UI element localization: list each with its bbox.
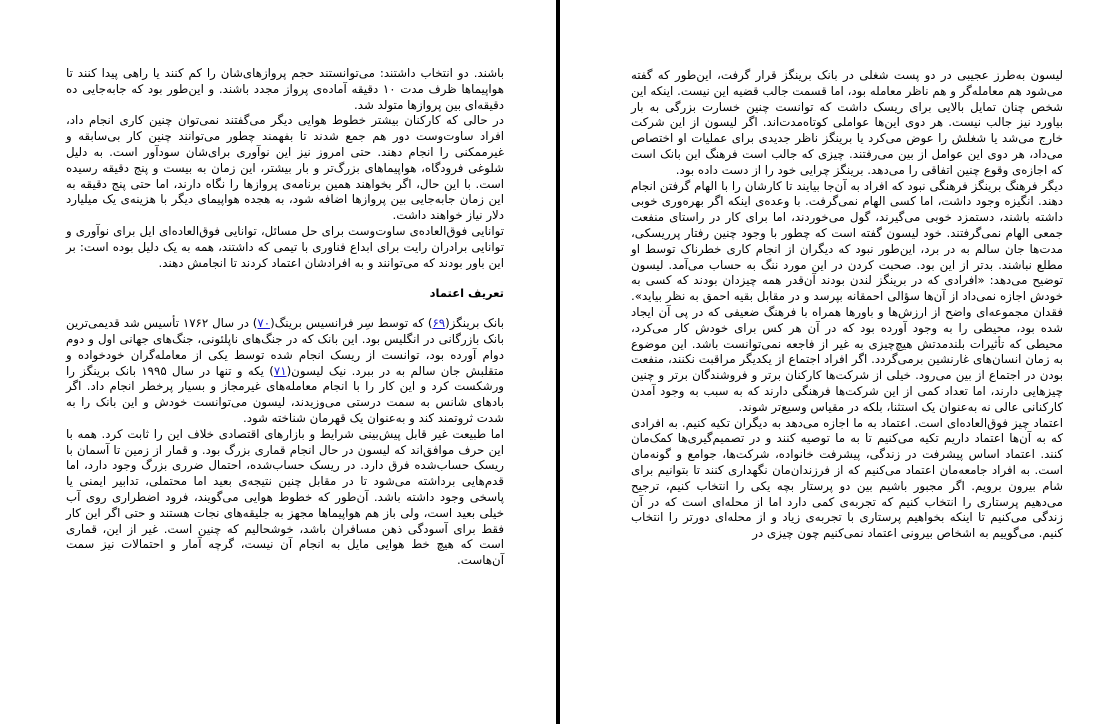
paragraph: در حالی که کارکنان بیشتر خطوط هوایی دیگر می‌گفتند نمی‌توان چنین کاری انجام داد، افراد ساوت‌وست دور هم جمع شدند تا بفهمند چطور می‌توانند چنین کار بی‌سابقه و غیرممکنی را انجام دهند. حتی امروز نیز این نوآوری برای‌شان سودآور است. به دلیل شلوغی فرودگاه، هواپیماهای بزرگ‌تر و بار بیشتر، این زمان به بیست و پنج دقیقه رسیده است. با این حال، اگر بخواهند همین برنامه‌ی پروازها را نگاه دارند، اما حتی پنج دقیقه به این زمان جابه‌جایی بین پروازها اضافه شود، به هجده هواپیمای دیگر با هزینه‌ی یک میلیارد دلار نیاز خواهند داشت. xyxy=(66,113,504,223)
paragraph: توانایی فوق‌العاده‌ی ساوت‌وست برای حل مسائل، توانایی فوق‌العاده‌ای ایل برای نوآوری و توانایی برادران رایت برای ابداع فناوری با تیمی که داشتند، همه به یک دلیل بوده است: بر این باور بودند که می‌توانند و به افرادشان اعتماد کردند تا انجامش دهند. xyxy=(66,223,504,270)
text-run: ) در سال ۱۷۶۲ تأسیس شد قدیمی‌ترین بانک بازرگانی در انگلیس بود. این بانک که در جنگ‌های ناپلئونی، جنگ‌های جهانی اول و دوم دوام آورده بود، توانست از ریسک انجام شده توسط یکی از معامله‌گران خودخواده و متقلبش جان سالم به در ببرد. نیک لیسون( xyxy=(66,316,504,378)
paragraph: باشند. دو انتخاب داشتند: می‌توانستند حجم پروازهای‌شان را کم کنند یا راهی پیدا کنند تا هواپیماها ظرف مدت ۱۰ دقیقه آماده‌ی پرواز مجدد باشند. و این‌طور بود که جابه‌جایی ده دقیقه‌ای بین پروازها متولد شد. xyxy=(66,66,504,112)
paragraph: اما طبیعت غیر قابل پیش‌بینی شرایط و بازارهای اقتصادی خلاف این را ثابت کرد. همه با این حرف موافق‌اند که لیسون در حال انجام قماری بزرگ بود. و قمار از زمین تا آسمان با ریسک حساب‌شده فرق دارد. در ریسک حساب‌شده، احتمال ضرری بزرگ وجود دارد، اما قدم‌هایی برداشته می‌شود تا در مقابل چنین نتیجه‌ی بعید اما محتملی، تدابیر ایمنی یا پاسخی وجود داشته باشد. آن‌طور که خطوط هوایی می‌گویند، فرود اضطراری روی آب خیلی بعید است، ولی باز هم هواپیماها مجهز به جلیقه‌های نجات هستند و حتی اگر این کار فقط برای آسودگی ذهن مسافران باشد، خوشحالیم که چنین است. غیر از این، قماری است که هیچ خط هوایی مایل به انجام آن نیست، گرچه آمار و احتمالات نیز سمت آن‌هاست. xyxy=(66,426,504,568)
left-page-text-column xyxy=(66,66,504,569)
paragraph: لیسون به‌طرز عجیبی در دو پست شغلی در بانک برینگز قرار گرفت، این‌طور که گفته می‌شود هم معامله‌گر و هم ناظر معامله بود، اما قسمت جالب قضیه این نیست. اینکه این شخص چنان تمایل بالایی برای ریسک داشت که توانست چنین خسارت بزرگی به بار بیاورد نیز جالب نیست. هر دوی این‌ها عواملی کوتاه‌مدت‌اند. اگر لیسون از این شرکت خارج می‌شد یا شغلش را عوض می‌کرد یا برینگز ناظر جدیدی برای عملیات او اختصاص می‌داد، هر دوی این عوامل از بین می‌رفتند. چیزی که جالب است فرهنگ این بانک است که اجازه‌ی وقوع چنین اتفاقی را می‌دهد. برینگز چرایی خود را از دست داده بود. xyxy=(631,68,1063,177)
section-heading: تعریف اعتماد xyxy=(429,286,504,301)
text-run: ) یکه و تنها در سال ۱۹۹۵ بانک برینگز را ورشکست کرد و این کار را با انجام معامله‌های غیرمجاز و بسیار پرخطر انجام داد. اگر بادهای شانس به سمت درستی می‌وزیدند، لیسون می‌توانست خودش و این بانک را به شدت ثروتمند کند و به‌عنوان یک قهرمان شناخته شود. xyxy=(66,363,504,425)
footnote-link-71[interactable]: ۷۱ xyxy=(273,363,287,378)
footnote-link-69[interactable]: ۶۹ xyxy=(432,316,446,331)
right-page-text-column xyxy=(631,68,1063,542)
paragraph: اعتماد چیز فوق‌العاده‌ای است. اعتماد به ما اجازه می‌دهد به دیگران تکیه کنیم. به افرادی که به آن‌ها اعتماد داریم تکیه می‌کنیم تا به ما توصیه کنند و در تصمیم‌گیری‌ها کمک‌مان کنند. اعتماد اساس پیشرفت در زندگی، پیشرفت خانواده، شرکت‌ها، جوامع و گونه‌مان است. به افراد جامعه‌مان اعتماد می‌کنیم که از فرزندان‌مان نگهداری کنند تا بتوانیم برای شام بیرون برویم. اگر مجبور باشیم بین دو پرستار بچه یکی را انتخاب کنیم، ترجیح می‌دهیم پرستاری را انتخاب کنیم که تجربه‌ی کمی دارد اما از محله‌ای است که در آن زندگی می‌کنیم تا اینکه بخواهیم پرستاری با تجربه‌ی زیاد و از محله‌ای دورتر را انتخاب کنیم. می‌گوییم به اشخاص بیرونی اعتماد نمی‌کنیم چون چیزی در xyxy=(631,415,1063,541)
left-page xyxy=(0,0,556,724)
right-page xyxy=(560,0,1119,724)
paragraph: دیگر فرهنگ برینگز فرهنگی نبود که افراد به آن‌جا بیایند تا کارشان را با الهام گرفتن انجام دهند. انگیزه وجود داشت، اما کسی الهام نمی‌گرفت. با وعده‌ی اینکه اگر بهره‌وری خوبی داشته باشند، دستمزد خوبی می‌گیرند، گول می‌خوردند، اما برای کار در راستای منفعت جمعی الهام نمی‌گرفتند. خود لیسون گفته است که چطور با وجود چنین رفتار پرریسکی، مدت‌ها جان سالم به در برد، این‌طور نبود که دیگران از انجام کاری خطرناک توسط او مطلع نباشند. بدتر از این بود. صحبت کردن در این مورد ننگ به حساب می‌آمد. لیسون توضیح می‌دهد: «افرادی که در برینگز لندن بودند آن‌قدر همه چیزدان بودند که کسی به خودش اجازه نمی‌داد از آن‌ها سؤالی احمقانه بپرسد و در مقابل بقیه احمق به نظر بیاید». فقدان مجموعه‌ای واضح از ارزش‌ها و باورها همراه با فرهنگ ضعیفی که در پی آن ایجاد شده بود، محیطی را به وجود آورده بود که در آن هر کس برای خودش کار می‌کرد، محیطی که تأثیرات بلندمدتش هیچ‌چیزی به غیر از فاجعه نمی‌توانست باشد. این موضوع به زمان انسان‌های غارنشین برمی‌گردد. اگر افراد اجتماع از یکدیگر مراقبت نکنند، منفعت بودن در اجتماع از بین می‌رود. خیلی از شرکت‌ها کارکنان برتر و فروشندگان برتر و چنین چیزهایی دارند، اما تعداد کمی از این شرکت‌ها فرهنگی دارند که به سبب به وجود آمدن کارکنانی عالی نه به‌عنوان یک استثنا، بلکه در مقیاس وسیع‌تر شوند. xyxy=(631,178,1063,414)
text-run: ) که توسط سِر فرانسیس برینگ( xyxy=(270,316,433,331)
paragraph-with-footnotes xyxy=(66,316,504,427)
text-run: بانک برینگز( xyxy=(445,316,505,331)
footnote-link-70[interactable]: ۷۰ xyxy=(257,316,271,331)
